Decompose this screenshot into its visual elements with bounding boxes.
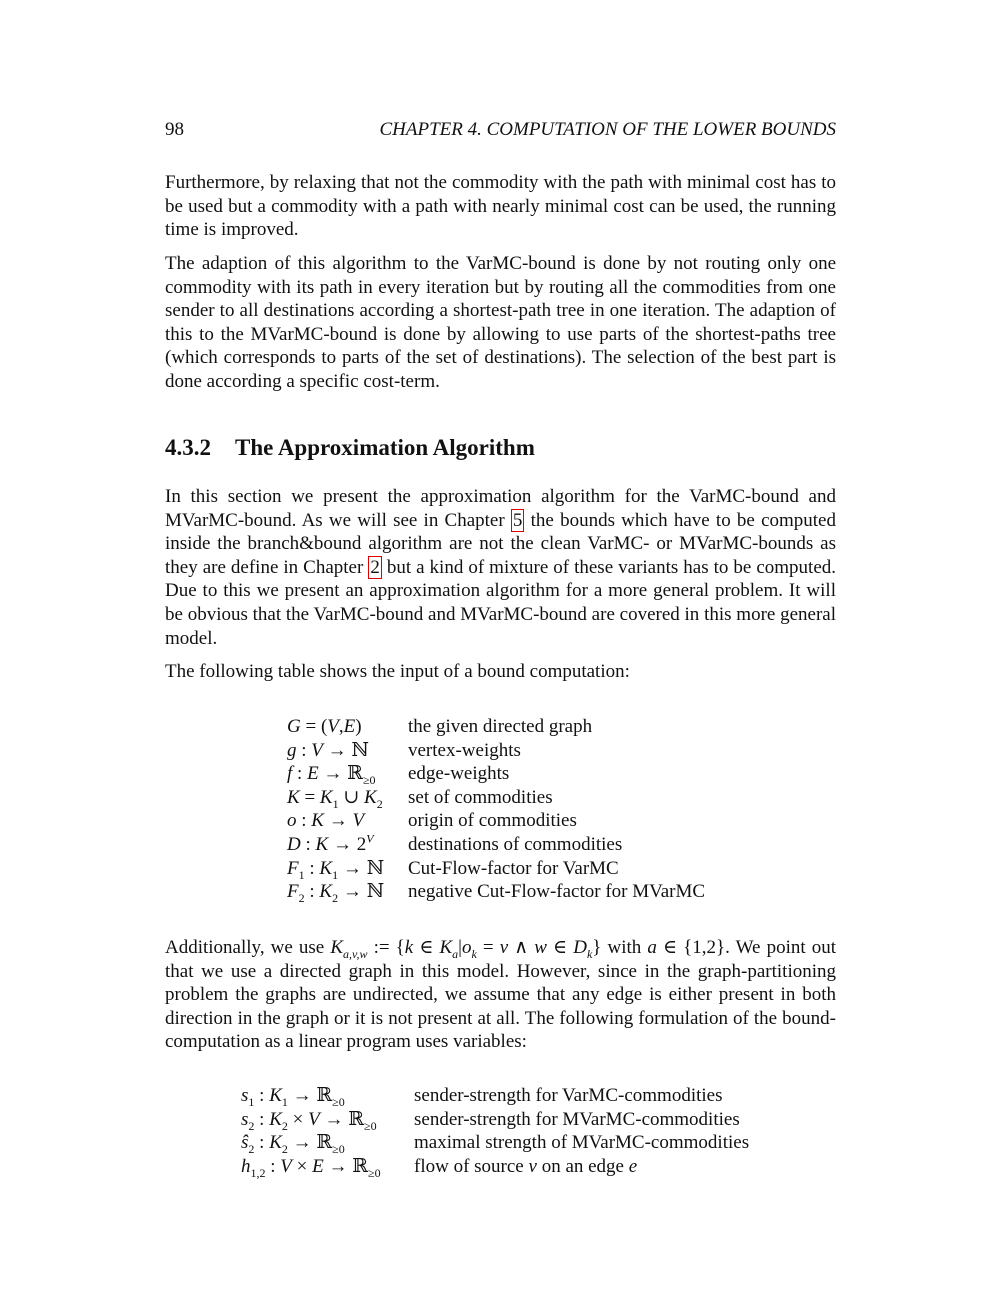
table-row <box>287 880 705 904</box>
desc-cell: origin of commodities <box>408 810 577 832</box>
desc-cell: set of commodities <box>408 786 553 808</box>
page-number: 98 <box>165 119 184 140</box>
table-row <box>241 1108 749 1132</box>
paragraph-relaxation: Furthermore, by relaxing that not the commodity with the path with minimal cost has to be used but a commodity with a path with nearly minimal cost can be used, the running time is improved. <box>165 172 836 241</box>
table-row <box>287 762 705 786</box>
table-row <box>287 739 705 763</box>
desc-cell: destinations of commodities <box>408 833 623 855</box>
paragraph-table-intro: The following table shows the input of a bound computation: <box>165 661 630 682</box>
math-cell: G = (V,E) <box>287 716 362 737</box>
table-row <box>241 1155 749 1179</box>
math-cell: $s_2$ : $K_2 \times V$ → ℝ$_{\ge 0}$ <box>241 1108 377 1133</box>
paragraph-intro <box>165 485 836 650</box>
math-cell: $K = K_1$ ∪ $K_2$ <box>287 786 383 811</box>
math-cell: f : E → ℝ$_{\ge 0}$ <box>287 763 376 787</box>
desc-cell: Cut-Flow-factor for VarMC <box>408 857 619 879</box>
table-row <box>287 833 705 857</box>
table-row <box>287 809 705 833</box>
table-row <box>241 1084 749 1108</box>
table-row <box>287 786 705 810</box>
chapter-ref-link[interactable]: 5 <box>512 509 523 531</box>
table-row <box>241 1131 749 1155</box>
intro-text-c: but a kind of mixture of these variants has to be computed. Due to this we present an approximation algorithm for a more general problem. It will be obvious that the VarMC-bound and MVarMC-bound are covered in this more general model. <box>165 556 836 649</box>
math-cell: D : $K \to 2^V$ <box>287 831 374 855</box>
desc-var: e <box>628 1155 638 1177</box>
chapter-title: CHAPTER 4. COMPUTATION OF THE LOWER BOUNDS <box>379 119 836 140</box>
additionally-text-b: with <box>601 937 648 958</box>
formula-k-set: $K_{a,v,w}$ := {k ∈ $K_a|o_k = v$ ∧ w ∈ $D_k$} <box>330 937 602 961</box>
math-cell: $h_{1,2}$ : V × E → ℝ$_{\ge 0}$ <box>241 1155 381 1180</box>
desc-cell: negative Cut-Flow-factor for MVarMC <box>408 881 706 903</box>
desc-cell: sender-strength for MVarMC-commodities <box>414 1108 740 1130</box>
paragraph-adaption: The adaption of this algorithm to the VarMC-bound is done by not routing only one commodity with its path in every iteration but by routing all the commodities from one sender to all destinations according a shortest-path tree in one iteration. The adaption of this to the MVarMC-bound is done by allowing to use parts of the shortest-paths tree (which corresponds to parts of the set of destinations). The selection of the best part is done according a specific cost-term. <box>165 253 836 392</box>
chapter-ref-link[interactable]: 2 <box>370 556 380 578</box>
input-table <box>287 715 705 904</box>
additionally-text-a: Additionally, we use <box>165 937 331 958</box>
intro-text-a: In this section we present the approximation algorithm for the VarMC-bound and MVarMC-bound. As we will see in Chapter <box>165 486 836 531</box>
math-cell: $s_1$ : $K_1$ → ℝ$_{\ge 0}$ <box>241 1085 345 1109</box>
additionally-text-c: . We point out that we use a directed graph in this model. However, since in the graph-partitioning problem the graphs are undirected, we assume that any edge is either present in both direction in the graph or it is not present at all. The following formulation of the bound-computation as a linear program uses variables: <box>165 937 836 1053</box>
variable-table <box>241 1084 749 1178</box>
desc-cell <box>414 1155 749 1179</box>
desc-cell: vertex-weights <box>408 739 521 761</box>
desc-cell: maximal strength of MVarMC-commodities <box>414 1132 750 1154</box>
table-row <box>287 857 705 881</box>
math-cell: o : K → V <box>287 810 365 832</box>
section-title: The Approximation Algorithm <box>235 435 535 460</box>
desc-var: v <box>528 1155 537 1177</box>
math-cell: $F_1$ : $K_1$ → ℕ <box>287 857 384 882</box>
desc-cell: edge-weights <box>408 763 510 785</box>
formula-a-range: a ∈ {1,2} <box>647 937 726 958</box>
desc-cell: the given directed graph <box>408 716 593 737</box>
paragraph-additionally <box>165 936 836 1054</box>
desc-part: flow of source <box>414 1155 529 1177</box>
math-cell: $F_2$ : $K_2$ → ℕ <box>287 881 384 905</box>
section-heading <box>165 435 535 461</box>
desc-cell: sender-strength for VarMC-commodities <box>414 1085 723 1106</box>
intro-text-b: the bounds which have to be computed inside the branch&bound algorithm are not the clean VarMC- or MVarMC-bounds as they are define in Chapter <box>165 509 836 578</box>
running-header <box>165 119 836 143</box>
math-cell: g : V → ℕ <box>287 739 369 761</box>
desc-part: on an edge <box>536 1155 629 1177</box>
math-cell: $ŝ_2$ : $K_2$ → ℝ$_{\ge 0}$ <box>241 1132 345 1156</box>
table-row <box>287 715 705 739</box>
section-number: 4.3.2 <box>165 435 211 460</box>
